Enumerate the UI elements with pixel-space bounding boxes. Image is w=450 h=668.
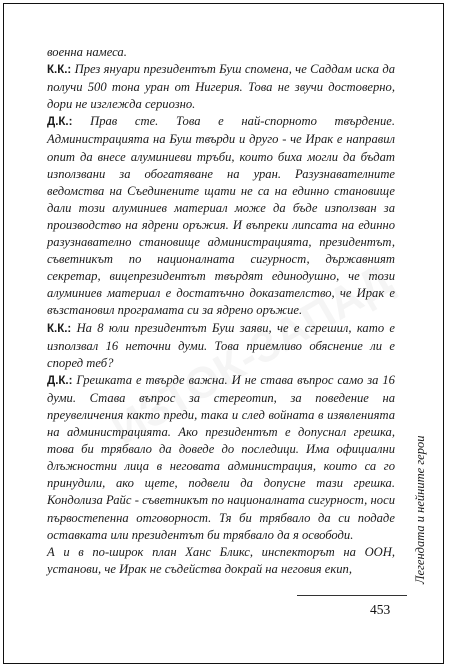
paragraph-text: Прав сте. Това е най-спорното твърдение. Администрацията на Буш твърди и друго - че Ирак е направил опит да внесе алуминиеви тръби, които биха могли да бъдат използвани за обогатяване на уран. Разузнавателните ведомства на Съединените щати не са на единно становище дали този алуминиев материал може да бъде използван за производство на ядрени оръжия. И въпреки липсата на единно разузнавателно становище администрацията, президентът, съветникът по националната сигурност, държавният секретар, вицепрезидентът твърдят единодушно, че този алуминиев материал е достатъчно доказателство, че Ирак е възстановил програмата си за ядрено оръжие.: [47, 114, 395, 318]
paragraph-text: военна намеса.: [47, 45, 127, 59]
paragraph: [47, 372, 395, 544]
paragraph: [47, 544, 395, 578]
paragraph-text: А и в по-широк план Ханс Бликс, инспекторът на ООН, установи, че Ирак не съдейства докрай на неговия екип,: [47, 544, 395, 576]
paragraph-text: Грешката е твърде важна. И не става въпрос само за 16 думи. Става въпрос за стереотип, за поведение на преувеличения както преди, така и след войната в изявленията на администрацията. Ако президентът е допуснал грешка, това би трябвало да доведе до последици. Има официални длъжностни лица в неговата администрация, които са го принудили, ако щете, подвели да допусне тази грешка. Кондолиза Райс - съветникът по националната сигурност, носи първостепенна отговорност. Тя би трябвало да си подаде оставката или президентът би трябвало да я освободи.: [47, 372, 395, 542]
paragraph: [47, 44, 395, 61]
body-text: [47, 44, 395, 578]
paragraph: [47, 320, 395, 372]
speaker-label: К.К.:: [47, 322, 72, 335]
speaker-label: Д.К.:: [47, 374, 73, 387]
paragraph-text: През януари президентът Буш спомена, че Саддам иска да получи 500 тона уран от Нигерия. Това не звучи достоверно, дори не изглежда сериозно.: [47, 62, 396, 112]
running-title: Легендата и нейните герои: [413, 435, 427, 584]
paragraph: [47, 61, 395, 113]
speaker-label: К.К.:: [47, 64, 72, 77]
paragraph-text: На 8 юли президентът Буш заяви, че е сгрешил, като е използвал 16 неточни думи. Това приемливо обяснение ли е според теб?: [47, 320, 395, 370]
page-number: 453: [370, 602, 391, 617]
paragraph: [47, 113, 395, 319]
speaker-label: Д.К.:: [47, 116, 73, 129]
footer-rule: [297, 595, 407, 596]
